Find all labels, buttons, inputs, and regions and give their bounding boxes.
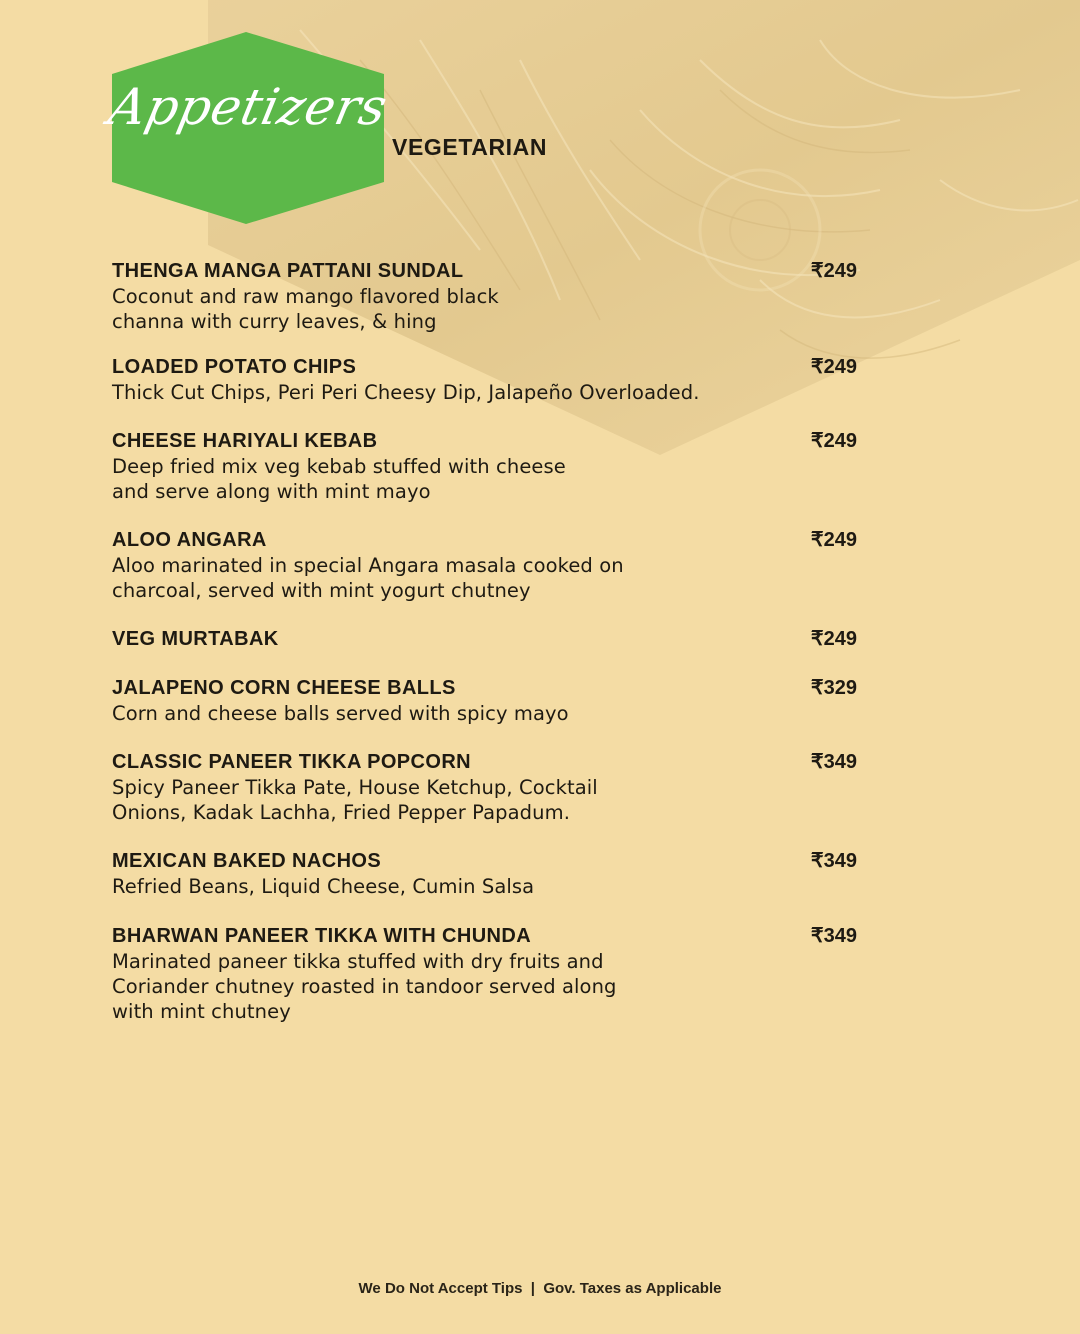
section-badge xyxy=(103,30,393,226)
menu-item xyxy=(112,749,857,825)
menu-item xyxy=(112,428,857,504)
menu-item xyxy=(112,923,857,1024)
item-description: Corn and cheese balls served with spicy mayo xyxy=(112,702,569,725)
rupee-symbol: ₹ xyxy=(810,751,824,773)
item-name: VEG MURTABAK xyxy=(112,628,279,650)
item-description: Spicy Paneer Tikka Pate, House Ketchup, Cocktail Onions, Kadak Lachha, Fried Pepper Papadum. xyxy=(112,776,598,824)
rupee-symbol: ₹ xyxy=(810,850,824,872)
menu-item xyxy=(112,354,857,405)
item-name: CLASSIC PANEER TIKKA POPCORN xyxy=(112,751,472,773)
item-description: Aloo marinated in special Angara masala cooked on charcoal, served with mint yogurt chutney xyxy=(112,554,624,602)
footer-note: We Do Not Accept Tips | Gov. Taxes as Applicable xyxy=(358,1280,722,1297)
item-price: ₹349 xyxy=(810,751,857,773)
item-description: Coconut and raw mango flavored black channa with curry leaves, & hing xyxy=(112,285,499,333)
item-description: Marinated paneer tikka stuffed with dry fruits and Coriander chutney roasted in tandoor served along with mint chutney xyxy=(112,950,617,1023)
item-name: MEXICAN BAKED NACHOS xyxy=(112,850,382,872)
rupee-symbol: ₹ xyxy=(810,925,824,947)
menu-item xyxy=(112,527,857,603)
section-title: Appetizers xyxy=(103,78,393,136)
item-price: ₹249 xyxy=(810,628,857,650)
item-name: LOADED POTATO CHIPS xyxy=(112,356,357,378)
menu-item xyxy=(112,675,857,726)
item-price: ₹249 xyxy=(810,529,857,551)
item-price: ₹329 xyxy=(810,677,857,699)
item-price: ₹249 xyxy=(810,430,857,452)
category-heading: VEGETARIAN xyxy=(392,134,548,160)
menu-item xyxy=(112,626,857,652)
item-description: Refried Beans, Liquid Cheese, Cumin Salsa xyxy=(112,875,535,898)
rupee-symbol: ₹ xyxy=(810,677,824,699)
item-price: ₹349 xyxy=(810,925,857,947)
item-name: JALAPENO CORN CHEESE BALLS xyxy=(112,677,456,699)
item-price: ₹349 xyxy=(810,850,857,872)
item-name: ALOO ANGARA xyxy=(112,529,267,551)
item-name: BHARWAN PANEER TIKKA WITH CHUNDA xyxy=(112,925,532,947)
rupee-symbol: ₹ xyxy=(810,628,824,650)
item-name: CHEESE HARIYALI KEBAB xyxy=(112,430,378,452)
item-price: ₹249 xyxy=(810,260,857,282)
item-description: Thick Cut Chips, Peri Peri Cheesy Dip, Jalapeño Overloaded. xyxy=(112,381,700,404)
item-price: ₹249 xyxy=(810,356,857,378)
rupee-symbol: ₹ xyxy=(810,529,824,551)
rupee-symbol: ₹ xyxy=(810,430,824,452)
rupee-symbol: ₹ xyxy=(810,356,824,378)
menu-item xyxy=(112,258,857,334)
item-description: Deep fried mix veg kebab stuffed with cheese and serve along with mint mayo xyxy=(112,455,566,503)
item-name: THENGA MANGA PATTANI SUNDAL xyxy=(112,260,464,282)
menu-item xyxy=(112,848,857,899)
rupee-symbol: ₹ xyxy=(810,260,824,282)
